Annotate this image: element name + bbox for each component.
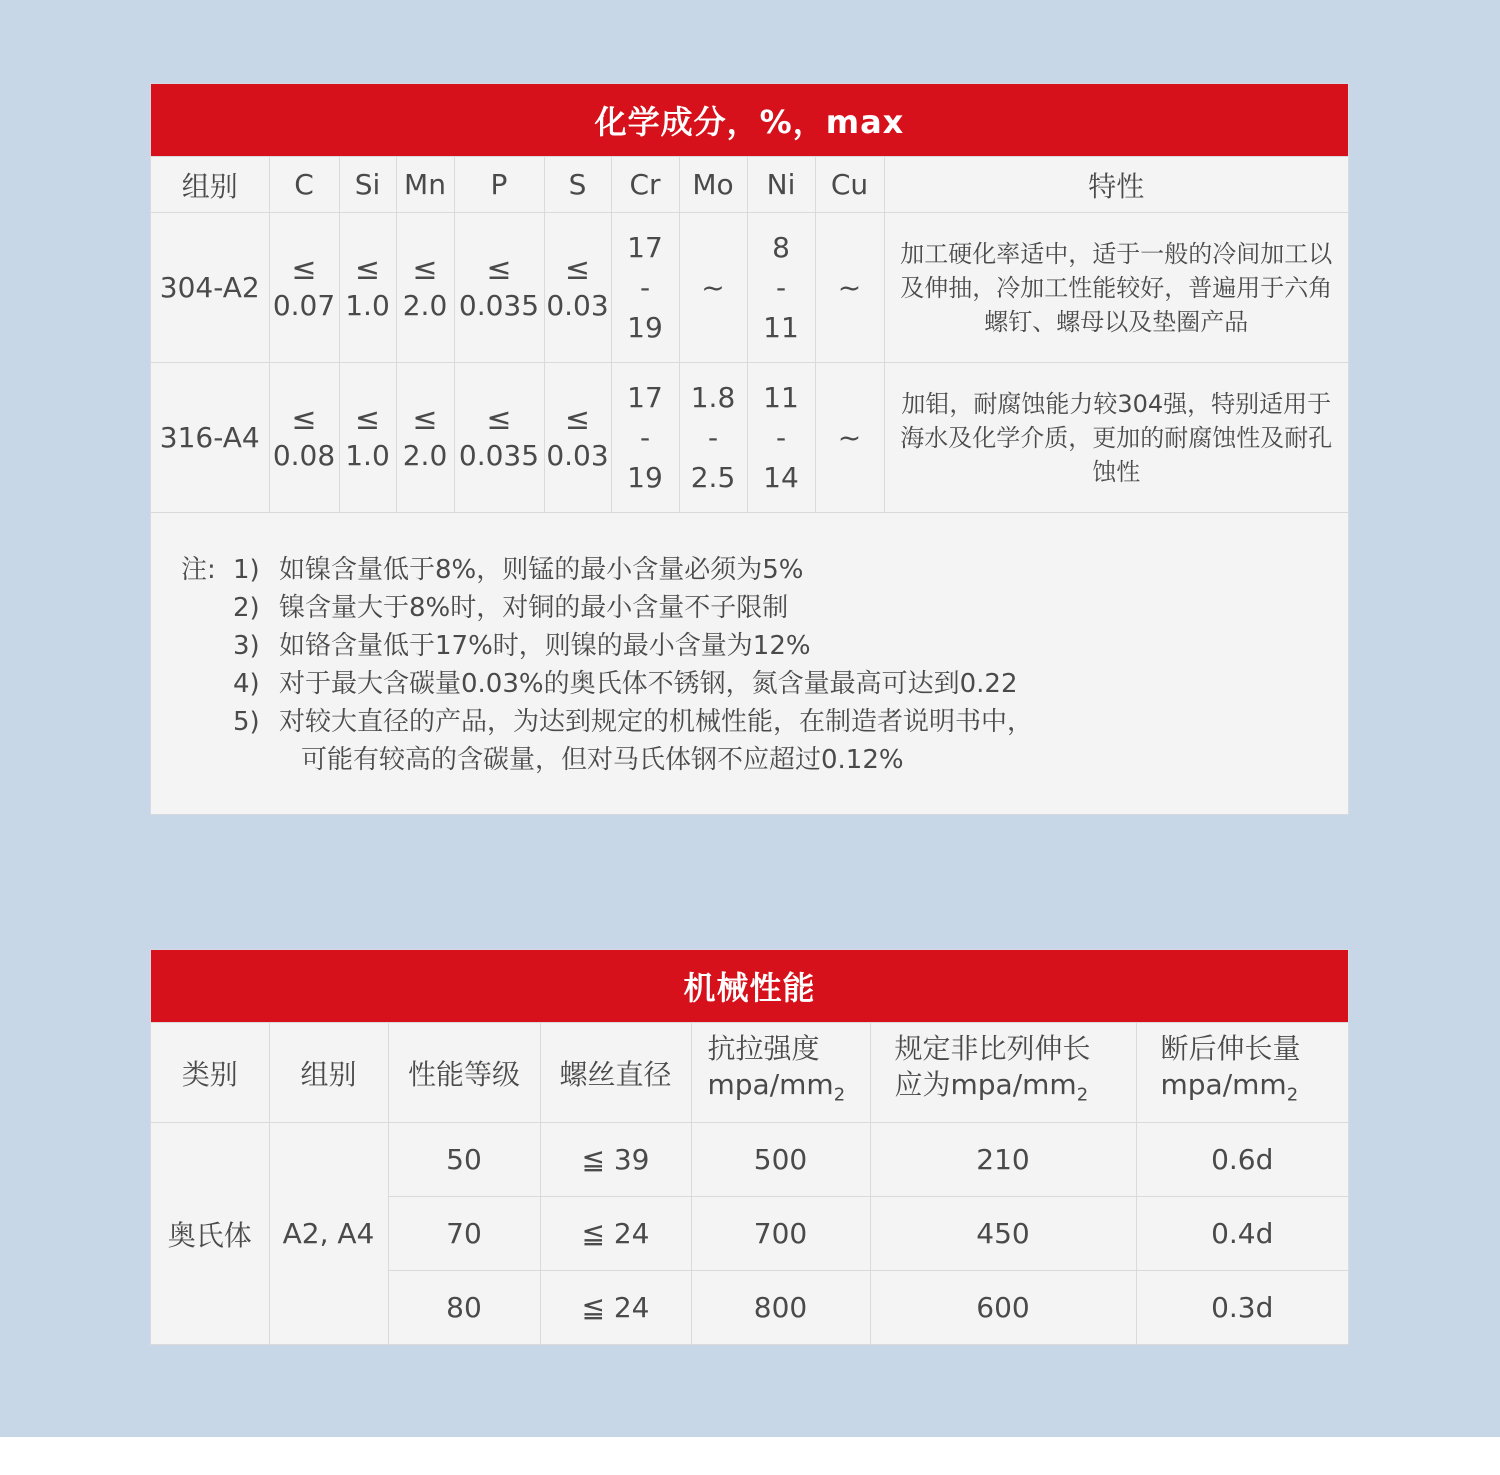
notes-lead: 注:	[181, 555, 216, 585]
cr-cell: 17 - 19	[611, 363, 679, 513]
note-item	[181, 703, 1348, 741]
header-s: S	[544, 157, 611, 213]
header-mo: Mo	[679, 157, 747, 213]
header-p: P	[454, 157, 544, 213]
note-text: 如镍含量低于8%，则锰的最小含量必须为5%	[279, 555, 804, 585]
header-category: 类别	[151, 1023, 269, 1123]
mo-cell: ~	[679, 213, 747, 363]
note-item	[181, 589, 1348, 627]
header-cu: Cu	[815, 157, 884, 213]
table-row	[151, 213, 1348, 363]
header-mn: Mn	[396, 157, 454, 213]
chem-header-row	[151, 157, 1348, 213]
header-group: 组别	[269, 1023, 388, 1123]
s-cell: ≤ 0.03	[544, 213, 611, 363]
header-yield: 规定非比列伸长 应为mpa/$mm_2$	[870, 1023, 1136, 1123]
category-cell: 奥氏体	[151, 1123, 269, 1345]
header-property: 特性	[884, 157, 1348, 213]
c-cell: ≤ 0.07	[269, 213, 339, 363]
header-thread-diameter: 螺丝直径	[540, 1023, 691, 1123]
note-number: 4)	[233, 669, 260, 699]
cr-cell: 17 - 19	[611, 213, 679, 363]
group-cell: 316-A4	[151, 363, 269, 513]
ni-cell: 8 - 11	[747, 213, 815, 363]
notes-block	[151, 513, 1348, 779]
s-cell: ≤ 0.03	[544, 363, 611, 513]
elongation-cell: 0.4d	[1136, 1197, 1348, 1271]
mechanical-properties-title: 机械性能	[151, 950, 1348, 1022]
header-si: Si	[339, 157, 396, 213]
note-text: 对于最大含碳量0.03%的奥氏体不锈钢，氮含量最高可达到0.22	[279, 669, 1018, 699]
header-c: C	[269, 157, 339, 213]
group-cell: A2, A4	[269, 1123, 388, 1345]
table-row	[151, 363, 1348, 513]
header-tensile: 抗拉强度 mpa/$mm_2$	[691, 1023, 870, 1123]
chemical-composition-card	[151, 84, 1348, 814]
grade-cell: 50	[388, 1123, 540, 1197]
note-number: 1)	[233, 555, 260, 585]
note-item	[181, 551, 1348, 589]
mechanical-properties-table	[151, 1022, 1348, 1345]
elongation-cell: 0.6d	[1136, 1123, 1348, 1197]
si-cell: ≤ 1.0	[339, 213, 396, 363]
header-group: 组别	[151, 157, 269, 213]
note-text: 镍含量大于8%时，对铜的最小含量不子限制	[279, 593, 789, 623]
chemical-composition-title: 化学成分，%，max	[151, 84, 1348, 156]
property-cell: 加钼，耐腐蚀能力较304强，特别适用于海水及化学介质，更加的耐腐蚀性及耐孔蚀性	[884, 363, 1348, 513]
note-number: 3)	[233, 631, 260, 661]
si-cell: ≤ 1.0	[339, 363, 396, 513]
mn-cell: ≤ 2.0	[396, 363, 454, 513]
chemical-composition-table	[151, 156, 1348, 513]
grade-cell: 80	[388, 1271, 540, 1345]
note-number: 2)	[233, 593, 260, 623]
header-elongation: 断后伸长量 mpa/$mm_2$	[1136, 1023, 1348, 1123]
mechanical-properties-card	[151, 950, 1348, 1344]
yield-cell: 210	[870, 1123, 1136, 1197]
tensile-cell: 500	[691, 1123, 870, 1197]
thread-cell: ≦ 24	[540, 1197, 691, 1271]
note-number: 5)	[233, 707, 260, 737]
thread-cell: ≦ 24	[540, 1271, 691, 1345]
header-cr: Cr	[611, 157, 679, 213]
group-cell: 304-A2	[151, 213, 269, 363]
ni-cell: 11 - 14	[747, 363, 815, 513]
property-cell: 加工硬化率适中，适于一般的冷间加工以及伸抽，冷加工性能较好，普遍用于六角螺钉、螺母以及垫圈产品	[884, 213, 1348, 363]
p-cell: ≤ 0.035	[454, 363, 544, 513]
header-ni: Ni	[747, 157, 815, 213]
cu-cell: ~	[815, 213, 884, 363]
note-item	[181, 665, 1348, 703]
p-cell: ≤ 0.035	[454, 213, 544, 363]
yield-cell: 450	[870, 1197, 1136, 1271]
mech-header-row	[151, 1023, 1348, 1123]
grade-cell: 70	[388, 1197, 540, 1271]
tensile-cell: 700	[691, 1197, 870, 1271]
mo-cell: 1.8 - 2.5	[679, 363, 747, 513]
note-text: 如铬含量低于17%时，则镍的最小含量为12%	[279, 631, 811, 661]
mn-cell: ≤ 2.0	[396, 213, 454, 363]
note-item	[181, 627, 1348, 665]
c-cell: ≤ 0.08	[269, 363, 339, 513]
elongation-cell: 0.3d	[1136, 1271, 1348, 1345]
header-grade: 性能等级	[388, 1023, 540, 1123]
table-row	[151, 1123, 1348, 1197]
yield-cell: 600	[870, 1271, 1136, 1345]
thread-cell: ≦ 39	[540, 1123, 691, 1197]
tensile-cell: 800	[691, 1271, 870, 1345]
note-continuation: 可能有较高的含碳量，但对马氏体钢不应超过0.12%	[301, 745, 904, 775]
cu-cell: ~	[815, 363, 884, 513]
note-text: 对较大直径的产品，为达到规定的机械性能，在制造者说明书中，	[279, 707, 1034, 737]
